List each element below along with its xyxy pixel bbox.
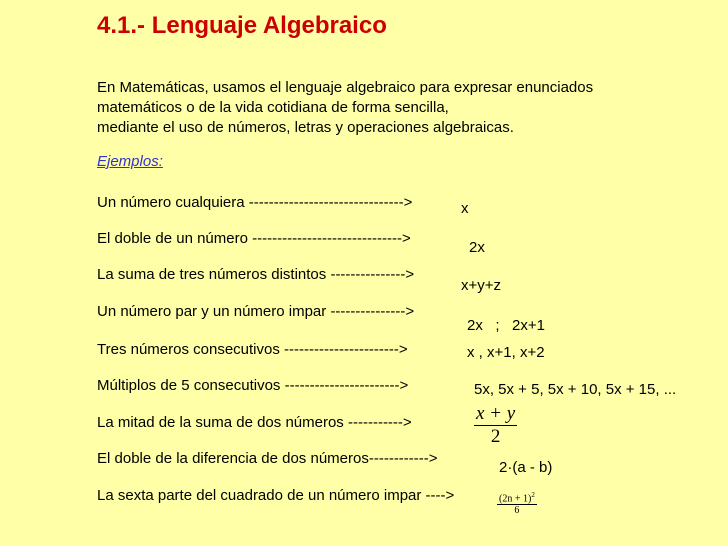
example-answer-sixth-square [497, 492, 537, 517]
fraction-exponent: 2 [531, 491, 535, 499]
example-answer-consecutive: x , x+1, x+2 [467, 344, 545, 361]
example-answer-multiples: 5x, 5x + 5, 5x + 10, 5x + 15, ... [474, 381, 677, 398]
example-label-any-number: Un número cualquiera -------------------------------> [97, 194, 413, 211]
fraction-numerator [497, 492, 537, 505]
example-answer-double-difference: 2·(a - b) [499, 459, 553, 476]
example-label-consecutive: Tres números consecutivos -----------------------> [97, 341, 408, 358]
example-answer-sum-three: x+y+z [461, 277, 502, 294]
example-answer-half-sum [474, 404, 517, 449]
fraction-denominator: 6 [514, 505, 520, 517]
example-label-half-sum: La mitad de la suma de dos números -----------> [97, 414, 412, 431]
example-label-sixth-square: La sexta parte del cuadrado de un número impar ----> [97, 487, 455, 504]
intro-line-2: matemáticos o de la vida cotidiana de forma sencilla, [97, 99, 449, 116]
example-answer-double: 2x [469, 239, 485, 256]
intro-paragraph [97, 78, 593, 138]
fraction-base: (2n + 1) [499, 493, 532, 505]
fraction-numerator: x + y [476, 403, 516, 424]
intro-line-3: mediante el uso de números, letras y operaciones algebraicas. [97, 119, 514, 136]
example-label-even-odd: Un número par y un número impar ---------------> [97, 303, 415, 320]
fraction-denominator: 2 [490, 425, 501, 447]
example-label-double: El doble de un número ------------------------------> [97, 230, 411, 247]
example-answer-even-odd: 2x ; 2x+1 [467, 317, 545, 334]
example-label-double-difference: El doble de la diferencia de dos números------------> [97, 450, 438, 467]
example-label-multiples: Múltiplos de 5 consecutivos -----------------------> [97, 377, 409, 394]
intro-line-1: En Matemáticas, usamos el lenguaje algebraico para expresar enunciados [97, 79, 594, 96]
page-title: 4.1.- Lenguaje Algebraico [97, 12, 387, 39]
examples-heading: Ejemplos: [97, 153, 163, 170]
example-label-sum-three: La suma de tres números distintos ---------------> [97, 266, 415, 283]
example-answer-any-number: x [461, 200, 469, 217]
